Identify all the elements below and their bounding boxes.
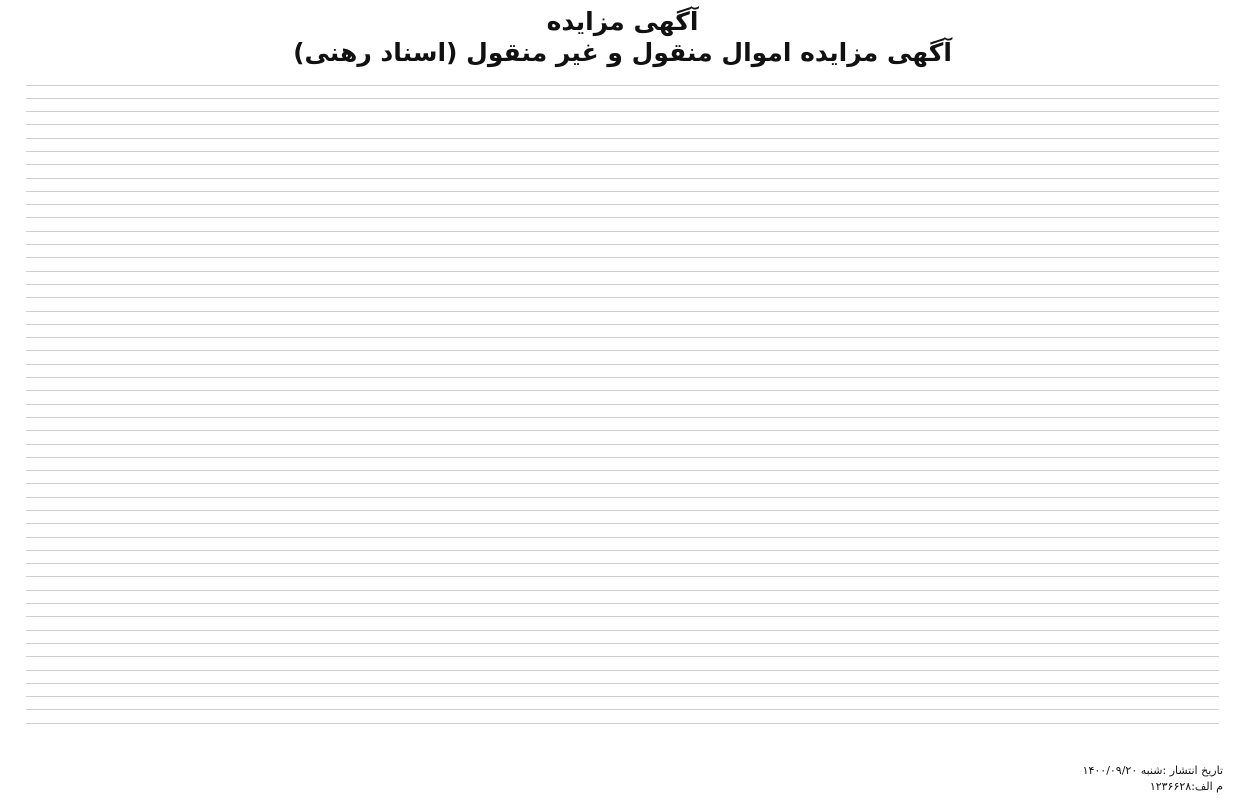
reference-number: م الف:۱۲۳۶۶۲۸ (1149, 780, 1223, 794)
paragraph-line-placeholder (26, 696, 1219, 697)
paragraph-line-placeholder (26, 284, 1219, 285)
paragraph-line-placeholder (26, 151, 1219, 152)
paragraph-line-placeholder (26, 670, 1219, 671)
paragraph-line-placeholder (26, 643, 1219, 644)
notice-title: آگهی مزایده (546, 7, 699, 36)
paragraph-line-placeholder (26, 483, 1219, 484)
paragraph-line-placeholder (26, 257, 1219, 258)
paragraph-line-placeholder (26, 98, 1219, 99)
notice-footer (1083, 763, 1223, 795)
notice-body (22, 83, 1223, 723)
paragraph-line-placeholder (26, 271, 1219, 272)
paragraph-line-placeholder (26, 576, 1219, 577)
paragraph-line-placeholder (26, 497, 1219, 498)
paragraph-line-placeholder (26, 217, 1219, 218)
paragraph-line-placeholder (26, 470, 1219, 471)
paragraph-line-placeholder (26, 683, 1219, 684)
paragraph-line-placeholder (26, 430, 1219, 431)
paragraph-line-placeholder (26, 204, 1219, 205)
paragraph-line-placeholder (26, 390, 1219, 391)
paragraph-line-placeholder (26, 550, 1219, 551)
paragraph-line-placeholder (26, 337, 1219, 338)
paragraph-line-placeholder (26, 510, 1219, 511)
paragraph-line-placeholder (26, 630, 1219, 631)
paragraph-line-placeholder (26, 723, 1219, 724)
notice-header (22, 6, 1223, 69)
paragraph-line-placeholder (26, 709, 1219, 710)
paragraph-line-placeholder (26, 231, 1219, 232)
paragraph-line-placeholder (26, 656, 1219, 657)
paragraph-line-placeholder (26, 404, 1219, 405)
paragraph-line-placeholder (26, 138, 1219, 139)
paragraph-line-placeholder (26, 297, 1219, 298)
notice-subtitle: آگهی مزایده اموال منقول و غیر منقول (اسناد رهنی) (293, 38, 952, 68)
paragraph-line-placeholder (26, 457, 1219, 458)
paragraph-line-placeholder (26, 244, 1219, 245)
paragraph-line-placeholder (26, 364, 1219, 365)
paragraph-line-placeholder (26, 124, 1219, 125)
paragraph-line-placeholder (26, 590, 1219, 591)
paragraph-line-placeholder (26, 164, 1219, 165)
paragraph-line-placeholder (26, 350, 1219, 351)
paragraph-line-placeholder (26, 523, 1219, 524)
paragraph-line-placeholder (26, 417, 1219, 418)
paragraph-line-placeholder (26, 111, 1219, 112)
paragraph-line-placeholder (26, 444, 1219, 445)
paragraph-line-placeholder (26, 616, 1219, 617)
paragraph-line-placeholder (26, 191, 1219, 192)
paragraph-line-placeholder (26, 85, 1219, 86)
paragraph-line-placeholder (26, 603, 1219, 604)
publish-date: تاریخ انتشار :شنبه ۱۴۰۰/۰۹/۲۰ (1082, 764, 1223, 778)
paragraph-line-placeholder (26, 178, 1219, 179)
paragraph-line-placeholder (26, 324, 1219, 325)
paragraph-line-placeholder (26, 537, 1219, 538)
paragraph-line-placeholder (26, 311, 1219, 312)
paragraph-line-placeholder (26, 377, 1219, 378)
paragraph-line-placeholder (26, 563, 1219, 564)
